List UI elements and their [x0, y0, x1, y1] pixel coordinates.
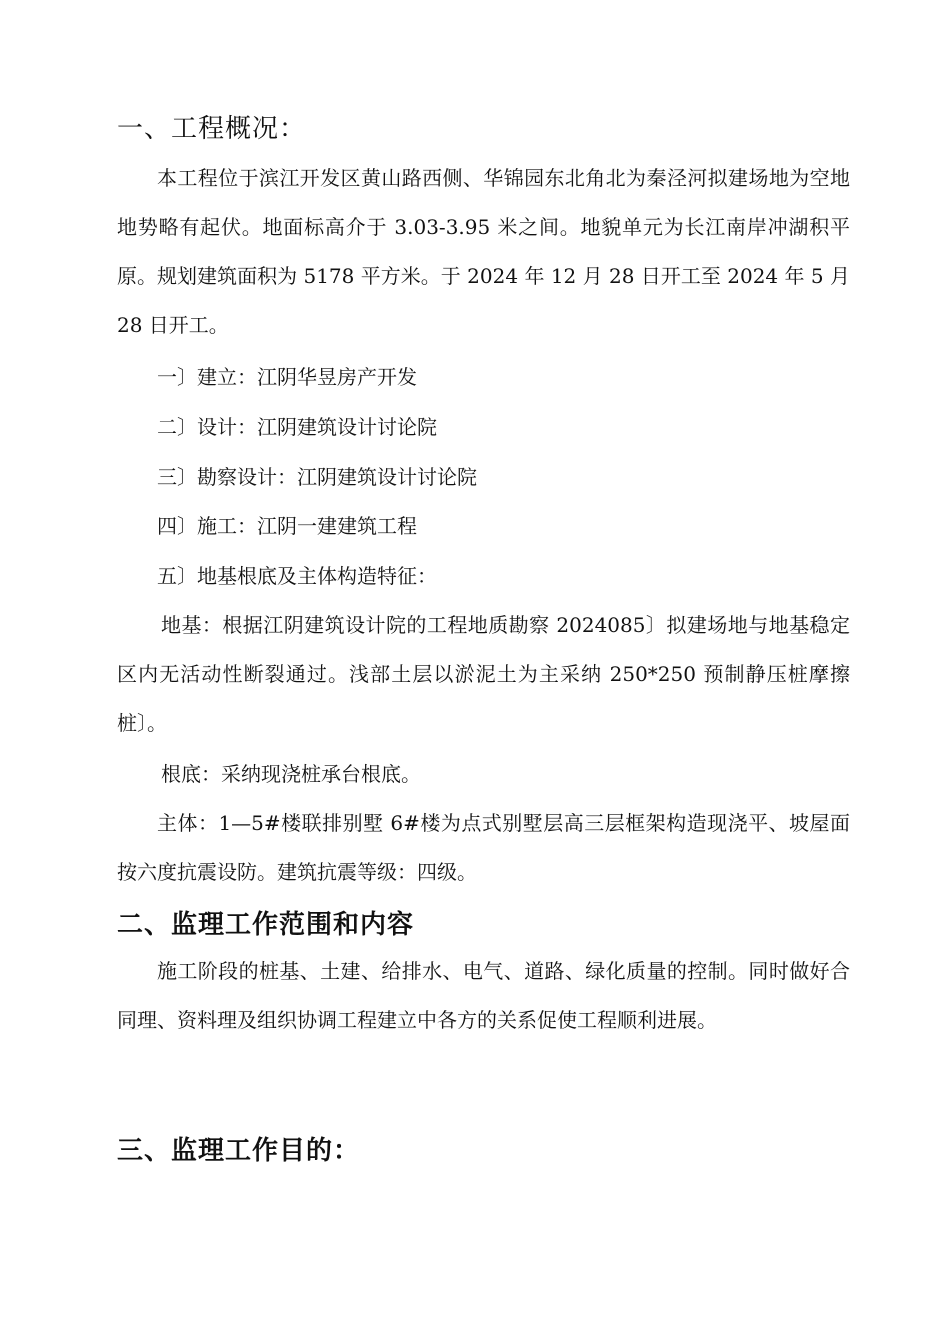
main-structure-paragraph: 主体：1—5#楼联排别墅 6#楼为点式别墅层高三层框架构造现浇平、坡屋面按六度抗震设防。建筑抗震等级：四级。: [117, 811, 850, 884]
ground-paragraph: 地基：根据江阴建筑设计院的工程地质勘察 2024085〕拟建场地与地基稳定区内无活动性断裂通过。浅部土层以淤泥土为主采纳 250*250 预制静压桩摩擦桩〕。: [117, 613, 850, 735]
overview-item-construction: 四〕施工：江阴一建建筑工程: [157, 514, 417, 538]
section-heading-scope: 二、监理工作范围和内容: [117, 910, 415, 940]
overview-intro-paragraph: 本工程位于滨江开发区黄山路西侧、华锦园东北角北为秦泾河拟建场地为空地地势略有起伏。地面标高介于 3.03-3.95 米之间。地貌单元为长江南岸冲湖积平原。规划建筑面积为 5178 平方米。于 2024 年 12 月 28 日开工至 2024 年 5 月 28 日开工。: [117, 166, 850, 337]
section-heading-goal: 三、监理工作目的：: [117, 1136, 361, 1166]
overview-item-design: 二〕设计：江阴建筑设计讨论院: [157, 415, 437, 439]
scope-paragraph: 施工阶段的桩基、土建、给排水、电气、道路、绿化质量的控制。同时做好合同理、资料理及组织协调工程建立中各方的关系促使工程顺利进展。: [117, 959, 850, 1032]
overview-item-structure: 五〕地基根底及主体构造特征：: [157, 564, 437, 588]
overview-item-survey: 三〕勘察设计：江阴建筑设计讨论院: [157, 465, 477, 489]
section-heading-overview: 一、工程概况：: [117, 114, 307, 144]
foundation-paragraph: 根底：采纳现浇桩承台根底。: [161, 762, 421, 786]
overview-item-developer: 一〕建立：江阴华昱房产开发: [157, 365, 417, 389]
